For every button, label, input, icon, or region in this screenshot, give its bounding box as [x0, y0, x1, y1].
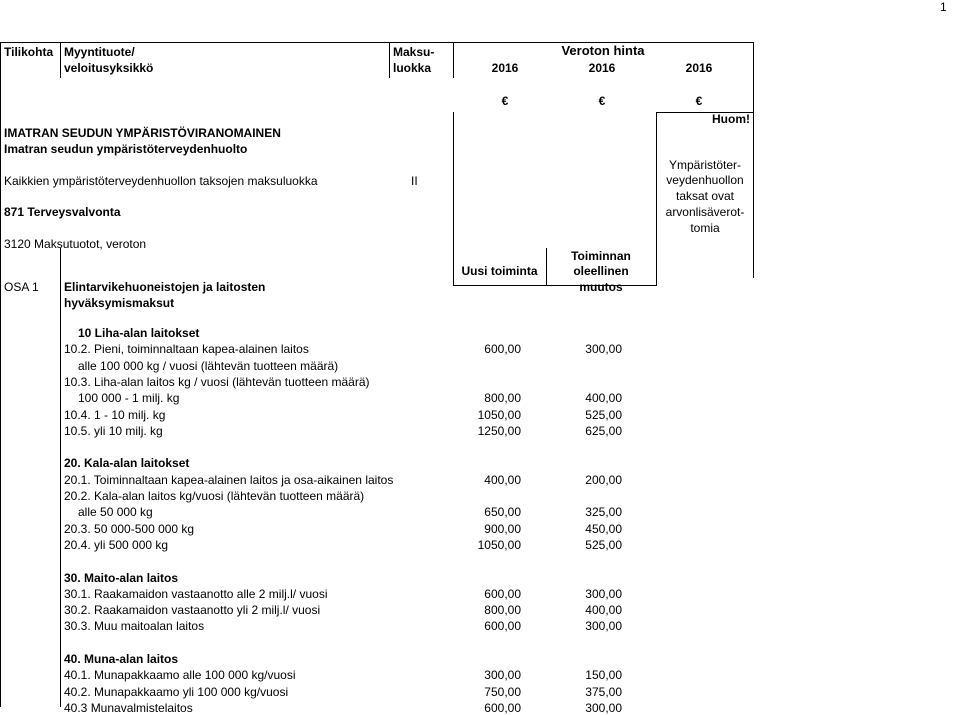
table-row-change-fee: 525,00 — [585, 537, 622, 552]
header-product-2: veloitusyksikkö — [64, 61, 154, 75]
header-currency-2: € — [598, 94, 606, 108]
table-row-new-fee: 600,00 — [484, 342, 521, 357]
col-change-2: oleellinen — [573, 264, 629, 278]
col-change-1: Toiminnan — [571, 249, 631, 263]
table-row-new-fee: 750,00 — [484, 684, 521, 699]
table-row-label: 10.5. yli 10 milj. kg — [64, 423, 163, 438]
table-row-new-fee: 800,00 — [484, 603, 521, 618]
table-row-label: 40.2. Munapakkaamo yli 100 000 kg/vuosi — [64, 684, 289, 699]
table-row-new-fee: 600,00 — [484, 586, 521, 601]
table-row-label: 30. Maito-alan laitos — [64, 570, 179, 585]
note-line-1: Ympäristöter- — [668, 158, 742, 172]
note-line-5: tomia — [690, 221, 720, 235]
table-row-new-fee: 1050,00 — [477, 537, 521, 552]
col-new-activity: Uusi toiminta — [461, 264, 538, 278]
header-currency-3: € — [695, 94, 703, 108]
table-row-label: 20.1. Toiminnaltaan kapea-alainen laitos ja osa-aikainen laitos — [64, 472, 394, 487]
note-line-2: veydenhuollon — [666, 173, 744, 187]
col-divider-1 — [60, 42, 61, 78]
table-row-label: 40. Muna-alan laitos — [64, 652, 179, 666]
header-currency-1: € — [501, 94, 509, 108]
table-row-change-fee: 400,00 — [585, 391, 622, 406]
taksa-label: Kaikkien ympäristöterveydenhuollon taksojen maksuluokka — [4, 174, 318, 188]
header-year-1: 2016 — [491, 61, 519, 75]
table-row-change-fee: 300,00 — [585, 619, 622, 634]
table-row-label: 10.4. 1 - 10 milj. kg — [64, 407, 166, 422]
table-row-label: 30.2. Raakamaidon vastaanotto yli 2 milj.l/ vuosi — [64, 603, 321, 618]
table-row-label: 10 Liha-alan laitokset — [78, 326, 200, 340]
table-row-new-fee: 1250,00 — [477, 423, 521, 438]
osa-title-1: Elintarvikehuoneistojen ja laitosten — [64, 280, 266, 294]
table-row-new-fee: 300,00 — [484, 668, 521, 683]
account-871: 871 Terveysvalvonta — [4, 205, 121, 219]
table-row-label: 10.2. Pieni, toiminnaltaan kapea-alainen laitos — [64, 342, 309, 357]
table-row-change-fee: 150,00 — [585, 668, 622, 683]
page-number: 1 — [940, 0, 947, 14]
table-row-new-fee: 1050,00 — [477, 407, 521, 422]
osa-code: OSA 1 — [4, 280, 39, 294]
table-row-change-fee: 450,00 — [585, 521, 622, 536]
account-3120: 3120 Maksutuotot, veroton — [4, 237, 147, 251]
table-row-change-fee: 325,00 — [585, 505, 622, 520]
header-tilikohta: Tilikohta — [4, 45, 54, 59]
header-year-3: 2016 — [685, 61, 713, 75]
org-name: IMATRAN SEUDUN YMPÄRISTÖVIRANOMAINEN — [4, 126, 281, 140]
osa-title-2: hyväksymismaksut — [64, 296, 175, 310]
org-unit: Imatran seudun ympäristöterveydenhuolto — [4, 142, 248, 156]
table-row-label: alle 50 000 kg — [78, 505, 153, 520]
table-row-change-fee: 400,00 — [585, 603, 622, 618]
table-row-new-fee: 900,00 — [484, 521, 521, 536]
col-divider-1b — [60, 248, 61, 707]
table-row-label: 40.1. Munapakkaamo alle 100 000 kg/vuosi — [64, 668, 296, 683]
table-row-change-fee: 375,00 — [585, 684, 622, 699]
taksa-class: II — [411, 174, 418, 188]
table-row-change-fee: 200,00 — [585, 472, 622, 487]
table-row-label: 20. Kala-alan laitokset — [64, 456, 190, 471]
table-row-new-fee: 400,00 — [484, 472, 521, 487]
table-row-label: 100 000 - 1 milj. kg — [78, 391, 180, 406]
col-divider-2 — [389, 42, 390, 78]
table-row-label: 30.3. Muu maitoalan laitos — [64, 619, 205, 634]
table-row-change-fee: 525,00 — [585, 407, 622, 422]
note-line-4: arvonlisäverot- — [665, 205, 745, 219]
price-col-left — [453, 112, 454, 285]
table-row-label: 10.3. Liha-alan laitos kg / vuosi (lähtevän tuotteen määrä) — [64, 374, 370, 389]
table-row-change-fee: 300,00 — [585, 342, 622, 357]
table-row-label: 40.3 Munavalmistelaitos — [64, 700, 193, 715]
table-row-change-fee: 625,00 — [585, 423, 622, 438]
table-row-label: 20.2. Kala-alan laitos kg/vuosi (lähtevän tuotteen määrä) — [64, 489, 365, 503]
col-change-3: muutos — [579, 280, 623, 294]
table-row-label: 20.4. yli 500 000 kg — [64, 537, 169, 552]
table-row-change-fee: 300,00 — [585, 700, 622, 715]
header-year-2: 2016 — [588, 61, 616, 75]
table-row-label: alle 100 000 kg / vuosi (lähtevän tuotteen määrä) — [78, 358, 339, 373]
header-class-2: luokka — [393, 61, 432, 75]
note-line-3: taksat ovat — [675, 189, 735, 203]
table-row-change-fee: 300,00 — [585, 586, 622, 601]
table-row-label: 30.1. Raakamaidon vastaanotto alle 2 milj.l/ vuosi — [64, 586, 328, 601]
header-product-1: Myyntituote/ — [64, 45, 135, 59]
left-border — [0, 42, 1, 707]
table-row-new-fee: 600,00 — [484, 619, 521, 634]
table-row-new-fee: 650,00 — [484, 505, 521, 520]
table-row-new-fee: 600,00 — [484, 700, 521, 715]
header-price-title: Veroton hinta — [561, 43, 645, 58]
note-title: Huom! — [712, 112, 750, 126]
header-class-1: Maksu- — [393, 45, 435, 59]
table-row-label: 20.3. 50 000-500 000 kg — [64, 521, 195, 536]
table-row-new-fee: 800,00 — [484, 391, 521, 406]
